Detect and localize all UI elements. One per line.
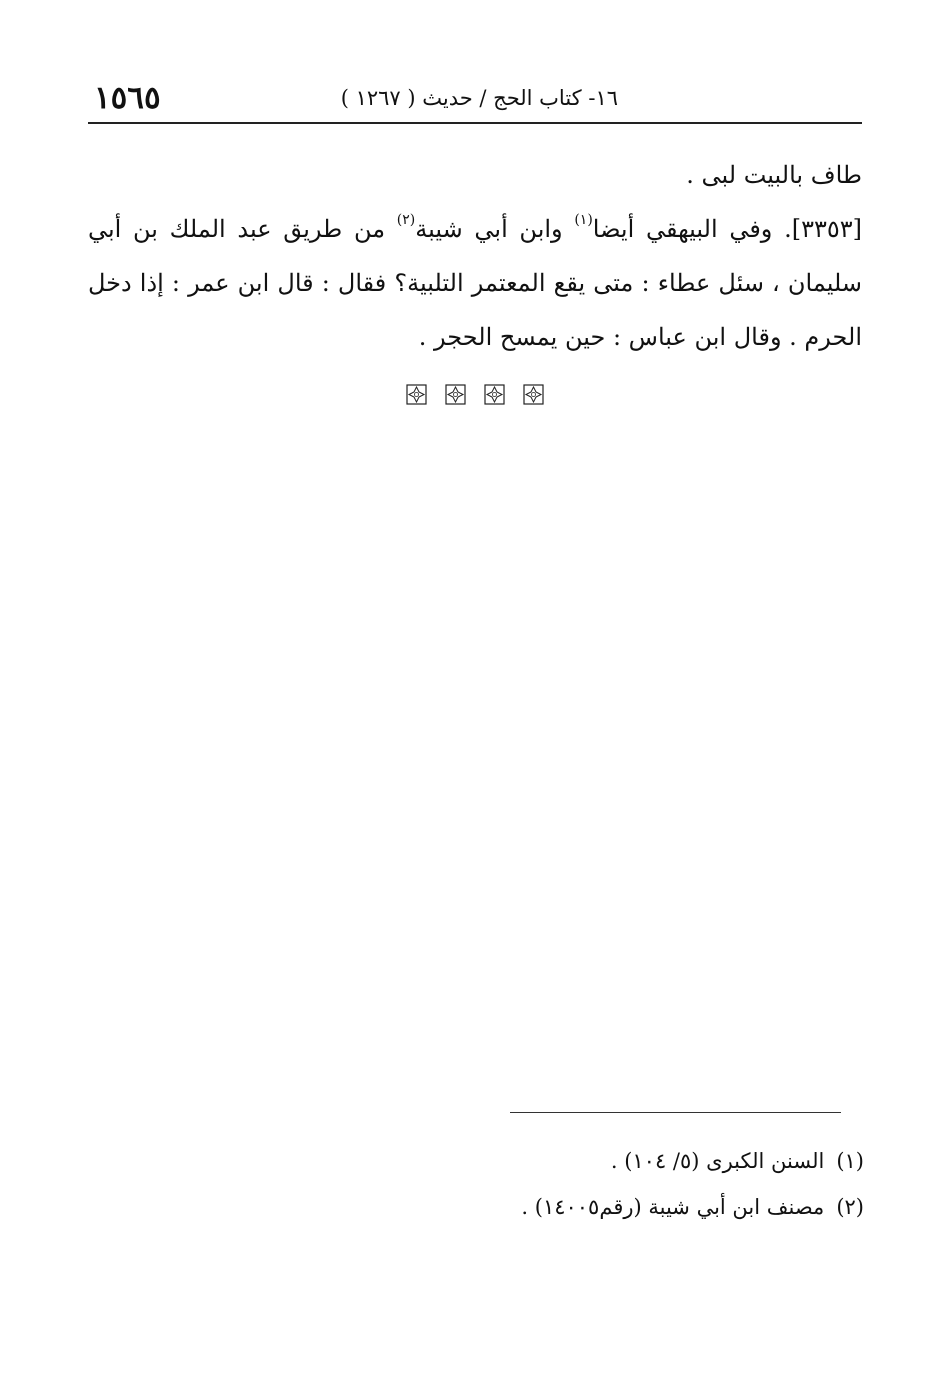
text-line-3: سليمان ، سئل عطاء : متى يقع المعتمر التلبية؟ فقال : قال ابن عمر : إذا دخل xyxy=(88,269,862,297)
footnote-2 xyxy=(264,1184,864,1230)
header-divider xyxy=(88,122,862,124)
text-line-1: طاف بالبيت لبى . xyxy=(686,161,862,189)
footnote-text: السنن الكبرى (٥/ ١٠٤) . xyxy=(610,1149,825,1173)
page-header xyxy=(88,78,862,122)
footnote-number: (٢) xyxy=(836,1195,864,1219)
geometric-star-ornament-icon xyxy=(406,384,427,405)
footnote-text: مصنف ابن أبي شيبة (رقم١٤٠٠٥) . xyxy=(521,1195,825,1219)
section-end-ornaments xyxy=(406,384,552,408)
footnote-divider xyxy=(510,1112,841,1113)
footnote-number: (١) xyxy=(836,1149,864,1173)
text-line-2 xyxy=(88,202,862,256)
footnote-ref-2: (٢) xyxy=(396,212,416,228)
hadith-text-middle: وابن أبي شيبة xyxy=(415,215,575,243)
footnotes xyxy=(264,1138,864,1230)
geometric-star-ornament-icon xyxy=(523,384,544,405)
text-line-4: الحرم . وقال ابن عباس : حين يمسح الحجر . xyxy=(418,323,862,351)
hadith-text-start: [٣٣٥٣]. وفي البيهقي أيضا xyxy=(592,215,862,243)
running-title: ١٦- كتاب الحج / حديث ( ١٢٦٧ ) xyxy=(340,86,618,110)
page-number: ١٥٦٥ xyxy=(94,80,161,116)
geometric-star-ornament-icon xyxy=(484,384,505,405)
footnote-ref-1: (١) xyxy=(574,212,593,228)
main-text xyxy=(88,148,862,364)
footnote-1 xyxy=(264,1138,864,1184)
geometric-star-ornament-icon xyxy=(445,384,466,405)
hadith-text-end: من طريق عبد الملك بن أبي xyxy=(88,215,397,243)
